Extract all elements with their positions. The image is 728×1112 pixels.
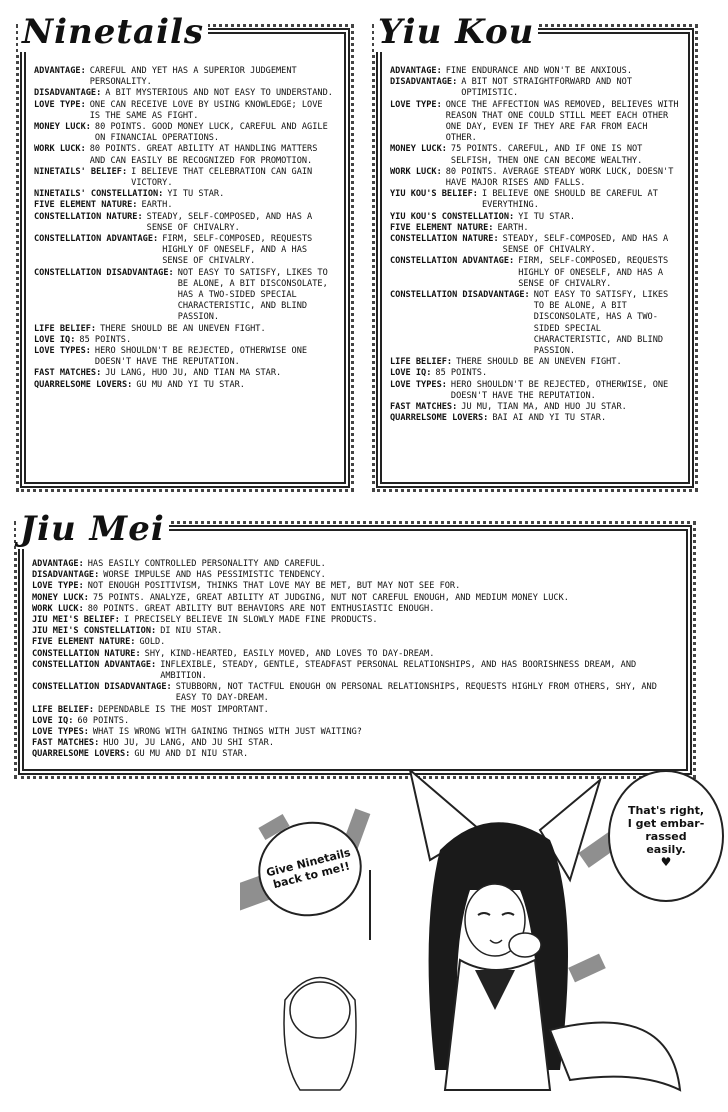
entry-key: FIVE ELEMENT NATURE: <box>390 222 494 233</box>
profile-entry <box>32 559 678 570</box>
entry-key: JIU MEI'S CONSTELLATION: <box>32 626 157 637</box>
entry-value: I BELIEVE THAT CELEBRATION CAN GAIN VICTORY. <box>131 166 313 189</box>
speech-bubble-right <box>608 770 724 902</box>
entry-value: DI NIU STAR. <box>160 626 223 637</box>
entry-key: MONEY LUCK: <box>34 122 91 133</box>
profile-entry <box>32 637 678 648</box>
jiumei-entries <box>32 559 678 761</box>
profile-entry <box>390 212 680 223</box>
profile-entry <box>32 727 678 738</box>
profile-entry <box>390 100 680 145</box>
profile-entry <box>32 660 678 682</box>
profile-entry <box>34 234 336 268</box>
entry-value: 80 POINTS. AVERAGE STEADY WORK LUCK, DOESN'T HAVE MAJOR RISES AND FALLS. <box>445 166 674 189</box>
entry-key: LOVE IQ: <box>34 334 76 345</box>
entry-value: BAI AI AND YI TU STAR. <box>492 413 607 424</box>
entry-key: CONSTELLATION DISADVANTAGE: <box>32 682 172 693</box>
entry-key: WORK LUCK: <box>34 144 86 155</box>
profile-entry <box>34 212 336 234</box>
entry-value: YI TU STAR. <box>518 211 576 222</box>
profile-entry <box>34 66 336 88</box>
profile-entry <box>34 200 336 211</box>
profile-entry <box>34 268 336 324</box>
entry-value: DEPENDABLE IS THE MOST IMPORTANT. <box>98 704 269 715</box>
entry-key: ADVANTAGE: <box>390 66 442 76</box>
profile-entry <box>32 649 678 660</box>
profile-entry <box>34 368 336 379</box>
profile-entry <box>34 167 336 189</box>
entry-value: THERE SHOULD BE AN UNEVEN FIGHT. <box>100 323 266 334</box>
entry-value: FIRM, SELF-COMPOSED, REQUESTS HIGHLY OF ONESELF, AND HAS A SENSE OF CHIVALRY. <box>518 256 669 289</box>
entry-key: WORK LUCK: <box>390 166 442 177</box>
entry-value: NOT ENOUGH POSITIVISM, THINKS THAT LOVE MAY BE MET, BUT MAY NOT SEE FOR. <box>87 581 461 592</box>
profile-entry <box>32 705 678 716</box>
entry-value: EARTH. <box>497 222 529 233</box>
entry-value: CAREFUL AND YET HAS A SUPERIOR JUDGEMENT PERSONALITY. <box>89 66 297 88</box>
entry-key: LOVE TYPES: <box>32 727 89 738</box>
entry-key: LOVE TYPE: <box>32 581 84 592</box>
entry-key: YIU KOU'S CONSTELLATION: <box>390 211 515 222</box>
profile-entry <box>390 66 680 77</box>
entry-key: FAST MATCHES: <box>390 402 458 413</box>
entry-key: FAST MATCHES: <box>32 738 100 749</box>
profile-entry <box>32 626 678 637</box>
entry-value: HUO JU, JU LANG, AND JU SHI STAR. <box>103 738 275 749</box>
entry-value: STUBBORN, NOT TACTFUL ENOUGH ON PERSONAL RELATIONSHIPS, REQUESTS HIGHLY FROM OTHERS, SHY, AND EASY TO DAY-DREAM. <box>175 682 657 704</box>
entry-value: 75 POINTS. ANALYZE, GREAT ABILITY AT JUDGING, NUT NOT CAREFUL ENOUGH, AND MEDIUM MONEY LUCK. <box>92 592 569 603</box>
entry-value: EARTH. <box>141 200 173 211</box>
profile-entry <box>390 144 680 166</box>
yiukou-panel <box>376 12 694 488</box>
entry-value: NOT EASY TO SATISFY, LIKES TO BE ALONE, A BIT DISCONSOLATE, HAS A TWO-SIDED SPECIAL CHARACTERISTIC, AND BLIND PASSION. <box>533 290 669 357</box>
entry-key: CONSTELLATION ADVANTAGE: <box>32 659 157 670</box>
entry-value: 85 POINTS. <box>79 334 132 345</box>
entry-value: STEADY, SELF-COMPOSED, AND HAS A SENSE OF CHIVALRY. <box>146 211 313 233</box>
entry-key: LIFE BELIEF: <box>32 704 95 715</box>
entry-key: WORK LUCK: <box>32 603 84 614</box>
profile-entry <box>32 604 678 615</box>
ninetails-title: Ninetails <box>18 12 208 52</box>
entry-key: LOVE IQ: <box>390 368 432 379</box>
entry-value: I PRECISELY BELIEVE IN SLOWLY MADE FINE PRODUCTS. <box>123 615 378 626</box>
entry-key: FIVE ELEMENT NATURE: <box>34 200 138 211</box>
profile-entry <box>390 234 680 256</box>
entry-key: LOVE IQ: <box>32 715 74 726</box>
entry-key: YIU KOU'S BELIEF: <box>390 189 478 200</box>
entry-value: STEADY, SELF-COMPOSED, AND HAS A SENSE OF CHIVALRY. <box>502 234 669 256</box>
entry-key: QUARRELSOME LOVERS: <box>32 749 131 760</box>
heart-icon: ♥ <box>660 854 672 869</box>
profile-entry <box>34 324 336 335</box>
entry-value: A BIT MYSTERIOUS AND NOT EASY TO UNDERSTAND. <box>105 88 333 99</box>
profile-entry <box>32 593 678 604</box>
profile-entry <box>32 570 678 581</box>
entry-value: FIRM, SELF-COMPOSED, REQUESTS HIGHLY OF ONESELF, AND A HAS SENSE OF CHIVALRY. <box>162 234 313 267</box>
ninetails-entries <box>34 66 336 391</box>
entry-key: MONEY LUCK: <box>32 592 89 603</box>
profile-entry <box>32 738 678 749</box>
yiukou-entries <box>390 66 680 425</box>
profile-entry <box>32 682 678 704</box>
entry-value: FINE ENDURANCE AND WON'T BE ANXIOUS. <box>445 66 633 76</box>
profile-entry <box>34 144 336 166</box>
profile-entry <box>34 88 336 99</box>
ninetails-panel <box>20 12 350 488</box>
entry-value: WHAT IS WRONG WITH GAINING THINGS WITH JUST WAITING? <box>92 727 362 738</box>
entry-value: 60 POINTS. <box>77 715 130 726</box>
entry-value: NOT EASY TO SATISFY, LIKES TO BE ALONE, A BIT DISCONSOLATE, HAS A TWO-SIDED SPECIAL CHARACTERISTIC, AND BLIND PASSION. <box>177 267 328 323</box>
entry-key: DISADVANTAGE: <box>390 77 458 88</box>
entry-key: LOVE TYPES: <box>34 346 91 357</box>
profile-entry <box>34 122 336 144</box>
entry-value: JU LANG, HUO JU, AND TIAN MA STAR. <box>105 368 282 379</box>
profile-entry <box>32 581 678 592</box>
entry-key: CONSTELLATION NATURE: <box>32 648 141 659</box>
entry-key: LOVE TYPES: <box>390 379 447 390</box>
entry-value: ONCE THE AFFECTION WAS REMOVED, BELIEVES WITH REASON THAT ONE COULD STILL MEET EACH OTHER ONE DAY, EVEN IF THEY ARE FAR FROM EACH OTHER. <box>445 99 679 144</box>
entry-key: LOVE TYPE: <box>34 99 86 110</box>
entry-key: FIVE ELEMENT NATURE: <box>32 637 136 648</box>
entry-key: QUARRELSOME LOVERS: <box>34 379 133 390</box>
entry-key: CONSTELLATION DISADVANTAGE: <box>390 290 530 301</box>
profile-entry <box>390 368 680 379</box>
entry-value: JU MU, TIAN MA, AND HUO JU STAR. <box>461 402 627 413</box>
entry-key: MONEY LUCK: <box>390 144 447 155</box>
entry-key: CONSTELLATION NATURE: <box>34 211 143 222</box>
entry-value: YI TU STAR. <box>167 189 225 200</box>
profile-entry <box>390 290 680 357</box>
yiukou-title: Yiu Kou <box>374 12 538 52</box>
entry-value: WORSE IMPULSE AND HAS PESSIMISTIC TENDENCY. <box>103 570 326 581</box>
speech-bubble-left-text: Give Ninetails back to me!! <box>264 845 352 892</box>
entry-key: CONSTELLATION ADVANTAGE: <box>390 256 515 267</box>
entry-value: A BIT NOT STRAIGHTFORWARD AND NOT OPTIMISTIC. <box>461 77 633 99</box>
entry-key: JIU MEI'S BELIEF: <box>32 615 120 626</box>
entry-key: DISADVANTAGE: <box>32 570 100 581</box>
entry-value: 85 POINTS. <box>435 368 488 379</box>
profile-entry <box>390 357 680 368</box>
entry-key: CONSTELLATION ADVANTAGE: <box>34 234 159 245</box>
entry-value: HERO SHOULDN'T BE REJECTED, OTHERWISE ONE DOESN'T HAVE THE REPUTATION. <box>94 346 308 368</box>
entry-key: DISADVANTAGE: <box>34 88 102 99</box>
profile-entry <box>34 346 336 368</box>
profile-entry <box>32 716 678 727</box>
profile-entry <box>390 189 680 211</box>
entry-value: 80 POINTS. GOOD MONEY LUCK, CAREFUL AND AGILE ON FINANCIAL OPERATIONS. <box>94 122 328 144</box>
profile-entry <box>390 256 680 290</box>
entry-value: GU MU AND YI TU STAR. <box>136 379 245 390</box>
entry-key: LOVE TYPE: <box>390 99 442 110</box>
entry-key: NINETAILS' BELIEF: <box>34 166 128 177</box>
entry-value: THERE SHOULD BE AN UNEVEN FIGHT. <box>456 357 622 368</box>
entry-value: HAS EASILY CONTROLLED PERSONALITY AND CAREFUL. <box>87 559 326 569</box>
entry-key: CONSTELLATION NATURE: <box>390 234 499 245</box>
entry-value: 80 POINTS. GREAT ABILITY AT HANDLING MATTERS AND CAN EASILY BE RECOGNIZED FOR PROMOTION. <box>89 144 318 166</box>
entry-key: ADVANTAGE: <box>34 66 86 76</box>
profile-entry <box>34 380 336 391</box>
entry-value: GU MU AND DI NIU STAR. <box>134 749 249 760</box>
profile-entry <box>390 380 680 402</box>
profile-entry <box>390 402 680 413</box>
entry-value: ONE CAN RECEIVE LOVE BY USING KNOWLEDGE; LOVE IS THE SAME AS FIGHT. <box>89 99 323 121</box>
profile-entry <box>390 77 680 99</box>
profile-entry <box>32 615 678 626</box>
entry-value: 80 POINTS. GREAT ABILITY BUT BEHAVIORS ARE NOT ENTHUSIASTIC ENOUGH. <box>87 603 435 614</box>
entry-value: SHY, KIND-HEARTED, EASILY MOVED, AND LOVES TO DAY-DREAM. <box>144 648 435 659</box>
profile-entry <box>34 335 336 346</box>
entry-key: LIFE BELIEF: <box>34 323 97 334</box>
profile-entry <box>34 189 336 200</box>
character-illustration <box>240 770 728 1108</box>
profile-entry <box>32 749 678 760</box>
jiumei-title: Jiu Mei <box>16 509 169 549</box>
entry-key: QUARRELSOME LOVERS: <box>390 413 489 424</box>
jiumei-panel <box>18 509 692 775</box>
profile-entry <box>34 100 336 122</box>
profile-entry <box>390 413 680 424</box>
entry-value: 75 POINTS. CAREFUL, AND IF ONE IS NOT SELFISH, THEN ONE CAN BECOME WEALTHY. <box>450 144 643 166</box>
entry-key: ADVANTAGE: <box>32 559 84 569</box>
entry-value: I BELIEVE ONE SHOULD BE CAREFUL AT EVERYTHING. <box>481 189 658 211</box>
entry-value: INFLEXIBLE, STEADY, GENTLE, STEADFAST PERSONAL RELATIONSHIPS, AND HAS BOORISHNESS DREAM, AND AMBITION. <box>160 659 637 682</box>
profile-entry <box>390 223 680 234</box>
entry-key: NINETAILS' CONSTELLATION: <box>34 189 164 200</box>
entry-value: HERO SHOULDN'T BE REJECTED, OTHERWISE, ONE DOESN'T HAVE THE REPUTATION. <box>450 379 669 401</box>
speech-bubble-right-text: That's right, I get embar-rassed easily. <box>627 803 705 856</box>
profile-entry <box>390 167 680 189</box>
entry-key: FAST MATCHES: <box>34 368 102 379</box>
entry-value: GOLD. <box>139 637 166 648</box>
entry-key: LIFE BELIEF: <box>390 357 453 368</box>
entry-key: CONSTELLATION DISADVANTAGE: <box>34 267 174 278</box>
